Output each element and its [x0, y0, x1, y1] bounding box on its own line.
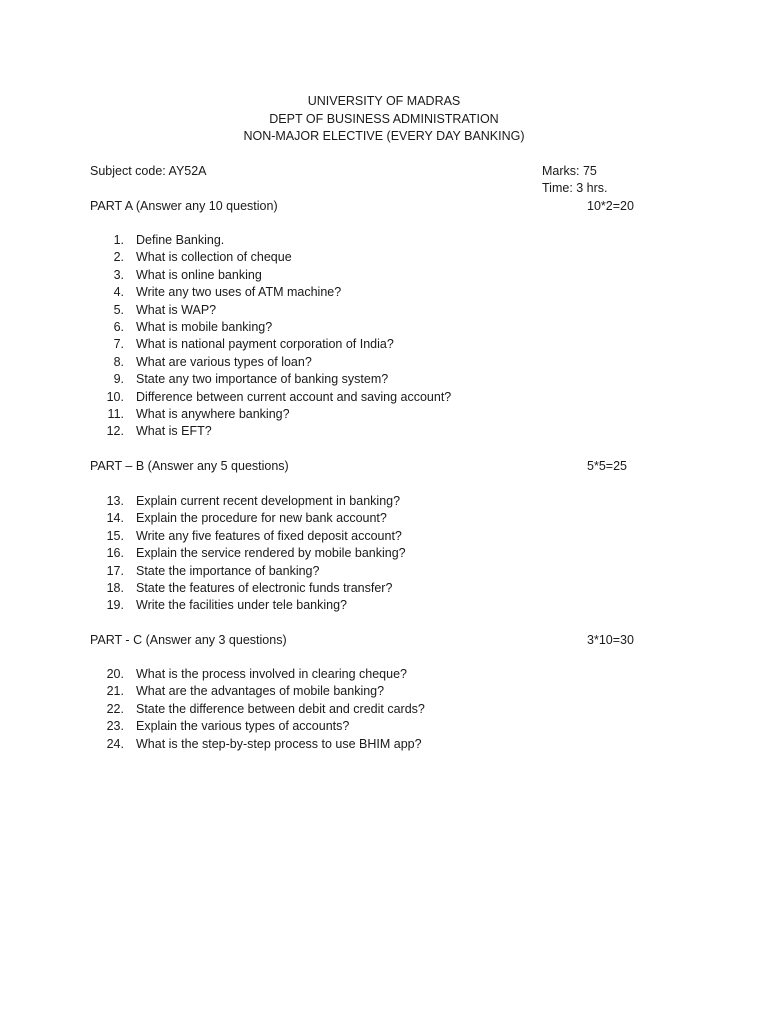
question-text: What is mobile banking?: [136, 320, 273, 335]
question-number: 13.: [106, 494, 124, 508]
part-a-marks: 10*2=20: [587, 199, 634, 213]
question-number: 17.: [106, 563, 124, 578]
question-item: [90, 701, 425, 718]
question-text: Explain the procedure for new bank account?: [136, 511, 387, 526]
question-text: What is WAP?: [136, 302, 217, 317]
total-marks: Marks: 75: [542, 164, 597, 178]
question-number: 10.: [106, 389, 124, 404]
question-item: [90, 284, 451, 301]
question-text: What are various types of loan?: [136, 354, 312, 369]
question-text: Write any five features of fixed deposit account?: [136, 528, 402, 543]
question-item: [90, 249, 451, 266]
university-name: UNIVERSITY OF MADRAS: [307, 94, 461, 108]
question-item: [90, 597, 406, 614]
part-b-marks: 5*5=25: [587, 459, 627, 473]
question-item: [90, 302, 451, 319]
question-text: What is EFT?: [136, 424, 212, 439]
question-item: [90, 736, 425, 753]
question-item: [90, 493, 406, 510]
question-text: What is national payment corporation of India?: [136, 337, 394, 352]
question-item: [90, 563, 406, 580]
question-number: 5.: [113, 302, 124, 317]
question-number: 22.: [106, 701, 124, 716]
question-number: 18.: [106, 581, 124, 596]
question-number: 23.: [106, 719, 124, 734]
question-number: 9.: [113, 372, 124, 387]
question-number: 24.: [106, 736, 124, 751]
part-a-questions: [90, 232, 451, 441]
question-item: [90, 371, 451, 388]
question-item: [90, 683, 425, 700]
question-item: [90, 232, 451, 249]
question-item: [90, 718, 425, 735]
question-text: Explain the various types of accounts?: [136, 719, 350, 734]
question-number: 11.: [107, 407, 124, 422]
question-item: [90, 423, 451, 440]
part-a-title: PART A (Answer any 10 question): [90, 199, 278, 213]
paper-header: [0, 93, 768, 146]
question-item: [90, 510, 406, 527]
question-item: [90, 580, 406, 597]
part-b-questions: [90, 493, 406, 615]
question-number: 20.: [106, 667, 124, 681]
question-text: What is the process involved in clearing cheque?: [136, 667, 407, 681]
part-c-title: PART - C (Answer any 3 questions): [90, 633, 287, 647]
question-text: What is online banking: [136, 267, 262, 282]
part-c-questions: [90, 666, 425, 753]
question-number: 12.: [106, 424, 124, 439]
question-text: Explain current recent development in banking?: [136, 494, 401, 508]
course-title: NON-MAJOR ELECTIVE (EVERY DAY BANKING): [243, 129, 525, 143]
question-text: What is collection of cheque: [136, 250, 292, 265]
question-text: What is anywhere banking?: [136, 407, 290, 422]
subject-code: Subject code: AY52A: [90, 164, 207, 178]
question-number: 21.: [106, 684, 124, 699]
question-number: 8.: [113, 354, 124, 369]
part-c-marks: 3*10=30: [587, 633, 634, 647]
question-item: [90, 336, 451, 353]
question-item: [90, 389, 451, 406]
question-text: State any two importance of banking system?: [136, 372, 389, 387]
question-text: State the features of electronic funds transfer?: [136, 581, 393, 596]
part-b-title: PART – B (Answer any 5 questions): [90, 459, 289, 473]
question-text: Difference between current account and saving account?: [136, 389, 452, 404]
question-text: What is the step-by-step process to use BHIM app?: [136, 736, 422, 751]
department-name: DEPT OF BUSINESS ADMINISTRATION: [269, 111, 499, 126]
question-text: Define Banking.: [136, 233, 225, 247]
question-item: [90, 545, 406, 562]
question-text: What are the advantages of mobile banking?: [136, 684, 385, 699]
question-number: 1.: [113, 233, 124, 247]
question-item: [90, 267, 451, 284]
question-number: 15.: [106, 528, 124, 543]
question-item: [90, 406, 451, 423]
question-number: 16.: [106, 546, 124, 561]
question-number: 3.: [113, 267, 124, 282]
question-item: [90, 666, 425, 683]
question-text: State the importance of banking?: [136, 563, 320, 578]
question-number: 7.: [113, 337, 124, 352]
question-number: 2.: [113, 250, 124, 265]
question-item: [90, 354, 451, 371]
exam-duration: Time: 3 hrs.: [542, 181, 608, 195]
question-number: 19.: [106, 598, 124, 613]
question-number: 4.: [113, 285, 124, 300]
question-text: Explain the service rendered by mobile banking?: [136, 546, 406, 561]
question-number: 6.: [113, 320, 124, 335]
question-item: [90, 319, 451, 336]
question-text: State the difference between debit and credit cards?: [136, 701, 425, 716]
question-item: [90, 528, 406, 545]
question-text: Write the facilities under tele banking?: [136, 598, 347, 613]
question-number: 14.: [106, 511, 124, 526]
question-text: Write any two uses of ATM machine?: [136, 285, 342, 300]
